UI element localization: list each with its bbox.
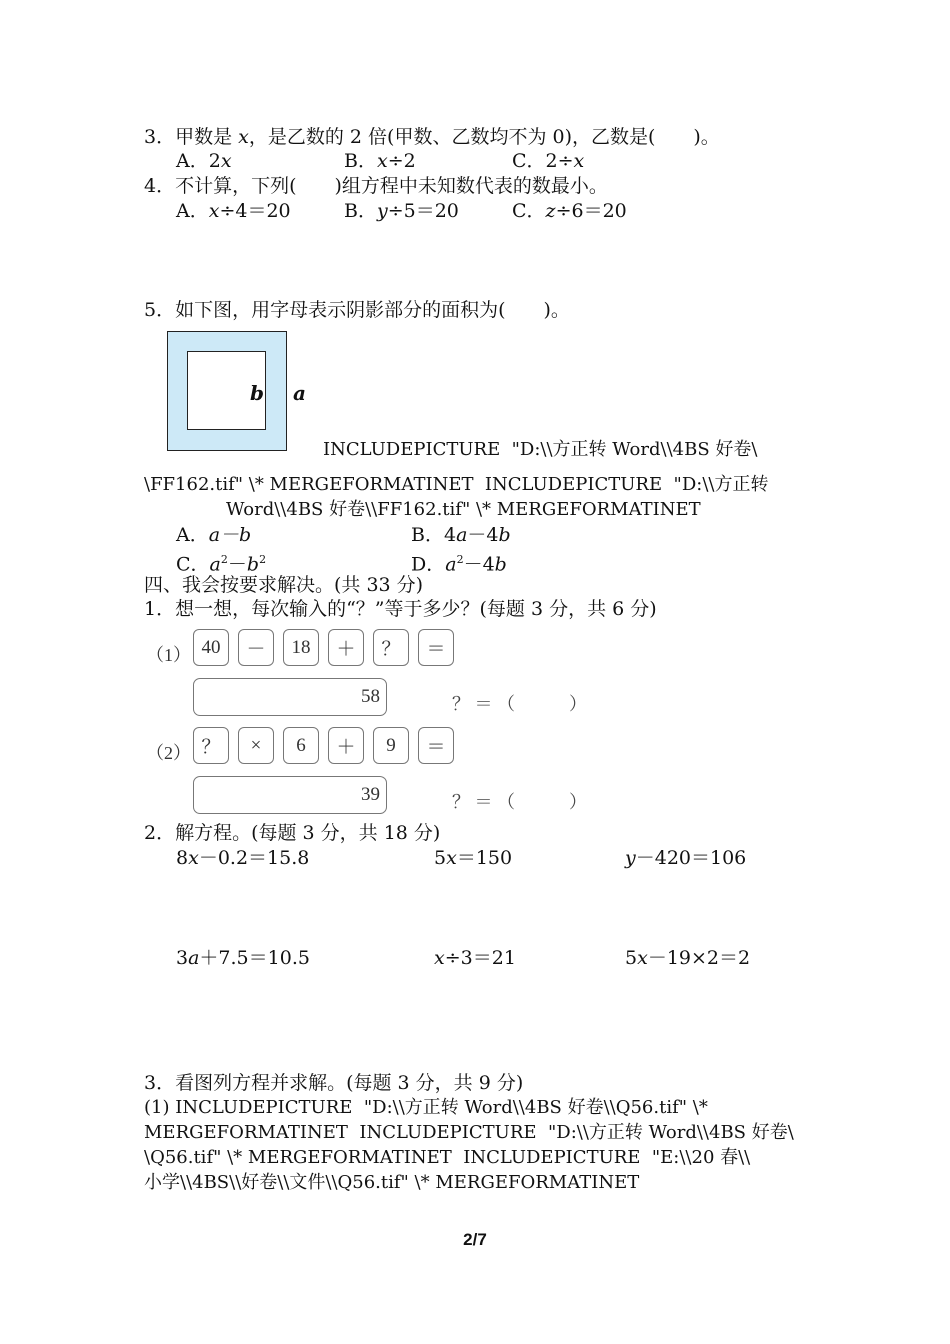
q4-option-a: A．x÷4＝20 (176, 200, 291, 222)
p1-input-box-5: ？ (373, 629, 409, 666)
s4-q3-field-line-2: MERGEFORMATINET INCLUDEPICTURE "D:\\方正转 Word\\4BS 好卷\ (144, 1122, 794, 1143)
p2-answer-blank: ？ ＝ （ ） (452, 792, 587, 812)
s4-q1-stem: 1．想一想，每次输入的“？”等于多少？(每题 3 分，共 6 分) (144, 598, 657, 620)
q3-stem: 3．甲数是 x，是乙数的 2 倍(甲数、乙数均不为 0)，乙数是( )。 (144, 126, 720, 148)
s4-q3-stem: 3．看图列方程并求解。(每题 3 分，共 9 分) (144, 1072, 524, 1094)
p1-input-box-3: 18 (283, 629, 319, 666)
s4-q3-field-line-4: 小学\\4BS\\好卷\\文件\\Q56.tif" \* MERGEFORMATINET (144, 1172, 640, 1193)
q3-option-b: B．x÷2 (344, 150, 416, 172)
p1-input-box-2: － (238, 629, 274, 666)
equation-4: 3a＋7.5＝10.5 (176, 947, 310, 969)
equation-1: 8x－0.2＝15.8 (176, 847, 310, 869)
p2-input-box-4: ＋ (328, 727, 364, 764)
p2-input-box-6: ＝ (418, 727, 454, 764)
equation-5: x÷3＝21 (434, 947, 516, 969)
q3-option-c: C．2÷x (512, 150, 585, 172)
problem-1-label: （1） (146, 645, 191, 665)
label-b: b (250, 381, 264, 405)
p2-result-display: 39 (193, 776, 387, 814)
include-field-line-2: \FF162.tif" \* MERGEFORMATINET INCLUDEPICTURE "D:\\方正转 (144, 474, 769, 495)
q5-option-b: B．4a－4b (411, 524, 511, 546)
p1-input-box-4: ＋ (328, 629, 364, 666)
s4-q2-stem: 2．解方程。(每题 3 分，共 18 分) (144, 822, 441, 844)
p1-result-display: 58 (193, 678, 387, 716)
p2-input-box-3: 6 (283, 727, 319, 764)
page-number: 2/7 (463, 1230, 487, 1249)
q5-option-c: C．$a^2-b^2$ (176, 553, 267, 576)
q5-stem: 5．如下图，用字母表示阴影部分的面积为( )。 (144, 299, 570, 321)
include-field-line-3: Word\\4BS 好卷\\FF162.tif" \* MERGEFORMATINET (226, 499, 701, 520)
p1-answer-blank: ？ ＝ （ ） (452, 694, 587, 714)
s4-q3-field-line-1: (1) INCLUDEPICTURE "D:\\方正转 Word\\4BS 好卷\\Q56.tif" \* (144, 1097, 708, 1118)
p1-input-box-6: ＝ (418, 629, 454, 666)
p2-input-box-5: 9 (373, 727, 409, 764)
include-field-line-1: INCLUDEPICTURE "D:\\方正转 Word\\4BS 好卷\ (323, 439, 758, 460)
q3-option-a: A．2x (176, 150, 232, 172)
q4-option-c: C．z÷6＝20 (512, 200, 627, 222)
problem-2-label: （2） (146, 743, 191, 763)
section-title: 四、我会按要求解决。(共 33 分) (144, 574, 424, 596)
label-a: a (293, 381, 306, 405)
q5-option-a: A．a－b (176, 524, 252, 546)
shaded-square-figure (167, 331, 287, 451)
q4-stem: 4．不计算，下列( )组方程中未知数代表的数最小。 (144, 175, 608, 197)
p2-input-box-1: ？ (193, 727, 229, 764)
p2-input-box-2: × (238, 727, 274, 764)
equation-3: y－420＝106 (625, 847, 747, 869)
equation-6: 5x－19×2＝2 (625, 947, 751, 969)
q5-option-d: D．$a^2-4b$ (411, 553, 507, 576)
s4-q3-field-line-3: \Q56.tif" \* MERGEFORMATINET INCLUDEPICTURE "E:\\20 春\\ (144, 1147, 751, 1168)
equation-2: 5x＝150 (434, 847, 513, 869)
p1-input-box-1: 40 (193, 629, 229, 666)
q4-option-b: B．y÷5＝20 (344, 200, 459, 222)
